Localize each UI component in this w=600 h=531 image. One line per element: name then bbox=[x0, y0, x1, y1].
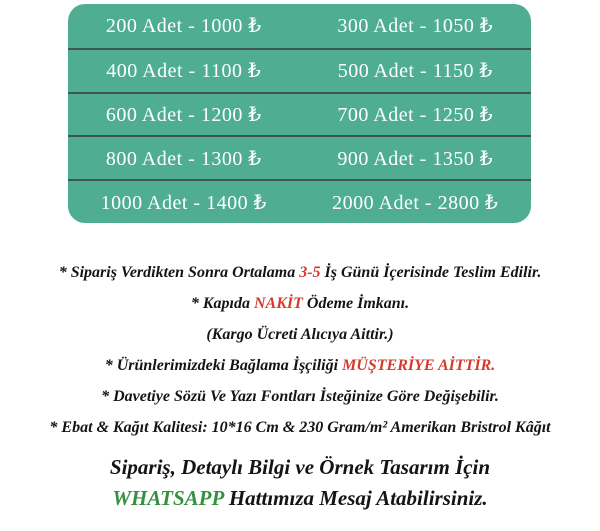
cta-text: Sipariş, Detaylı Bilgi ve Örnek Tasarım İçin bbox=[109, 455, 491, 479]
note-text: * Sipariş Verdikten Sonra Ortalama bbox=[58, 264, 300, 281]
price-cell: 600 Adet - 1200 ₺ bbox=[105, 103, 262, 126]
price-cell: 400 Adet - 1100 ₺ bbox=[106, 60, 262, 83]
note-text: İş Günü İçerisinde Teslim Edilir. bbox=[320, 264, 542, 281]
price-cell: 700 Adet - 1250 ₺ bbox=[337, 103, 494, 126]
price-cell: 900 Adet - 1350 ₺ bbox=[337, 147, 494, 170]
note-shipping-fee bbox=[0, 319, 600, 350]
price-cell: 200 Adet - 1000 ₺ bbox=[105, 15, 262, 38]
cta-text: Hattımıza Mesaj Atabilirsiniz. bbox=[223, 486, 488, 510]
note-cash-payment bbox=[0, 288, 600, 319]
price-cell: 1000 Adet - 1400 ₺ bbox=[100, 191, 267, 214]
note-highlight-cash: NAKİT bbox=[254, 295, 303, 312]
footer-cta bbox=[0, 452, 600, 514]
price-cell: 500 Adet - 1150 ₺ bbox=[337, 60, 493, 83]
note-highlight-days: 3-5 bbox=[299, 264, 321, 281]
cta-line-2 bbox=[0, 483, 600, 514]
note-text: * Davetiye Sözü Ve Yazı Fontları İsteğinize Göre Değişebilir. bbox=[101, 388, 499, 405]
table-row bbox=[68, 92, 531, 136]
table-row bbox=[68, 179, 531, 223]
note-paper-quality bbox=[0, 412, 600, 443]
notes-section bbox=[0, 257, 600, 443]
price-cell: 2000 Adet - 2800 ₺ bbox=[332, 191, 499, 214]
note-text: * Kapıda bbox=[190, 295, 254, 312]
note-text: * Ebat & Kağıt Kalitesi: 10*16 Cm & 230 Gram/m² Amerikan Bristrol Kâğıt bbox=[49, 419, 551, 436]
table-row bbox=[68, 48, 531, 92]
price-cell: 800 Adet - 1300 ₺ bbox=[105, 147, 262, 170]
note-custom-fonts bbox=[0, 381, 600, 412]
note-highlight-customer: MÜŞTERİYE AİTTİR. bbox=[342, 357, 496, 374]
note-text: * Ürünlerimizdeki Bağlama İşçiliği bbox=[104, 357, 343, 374]
table-row bbox=[68, 4, 531, 48]
cta-line-1 bbox=[0, 452, 600, 483]
note-binding-labor bbox=[0, 350, 600, 381]
price-table bbox=[68, 4, 531, 223]
price-cell: 300 Adet - 1050 ₺ bbox=[337, 15, 494, 38]
note-text: Ödeme İmkanı. bbox=[302, 295, 410, 312]
cta-whatsapp-highlight: WHATSAPP bbox=[112, 486, 224, 510]
note-delivery-time bbox=[0, 257, 600, 288]
table-row bbox=[68, 135, 531, 179]
note-text: (Kargo Ücreti Alıcıya Aittir.) bbox=[206, 326, 394, 343]
